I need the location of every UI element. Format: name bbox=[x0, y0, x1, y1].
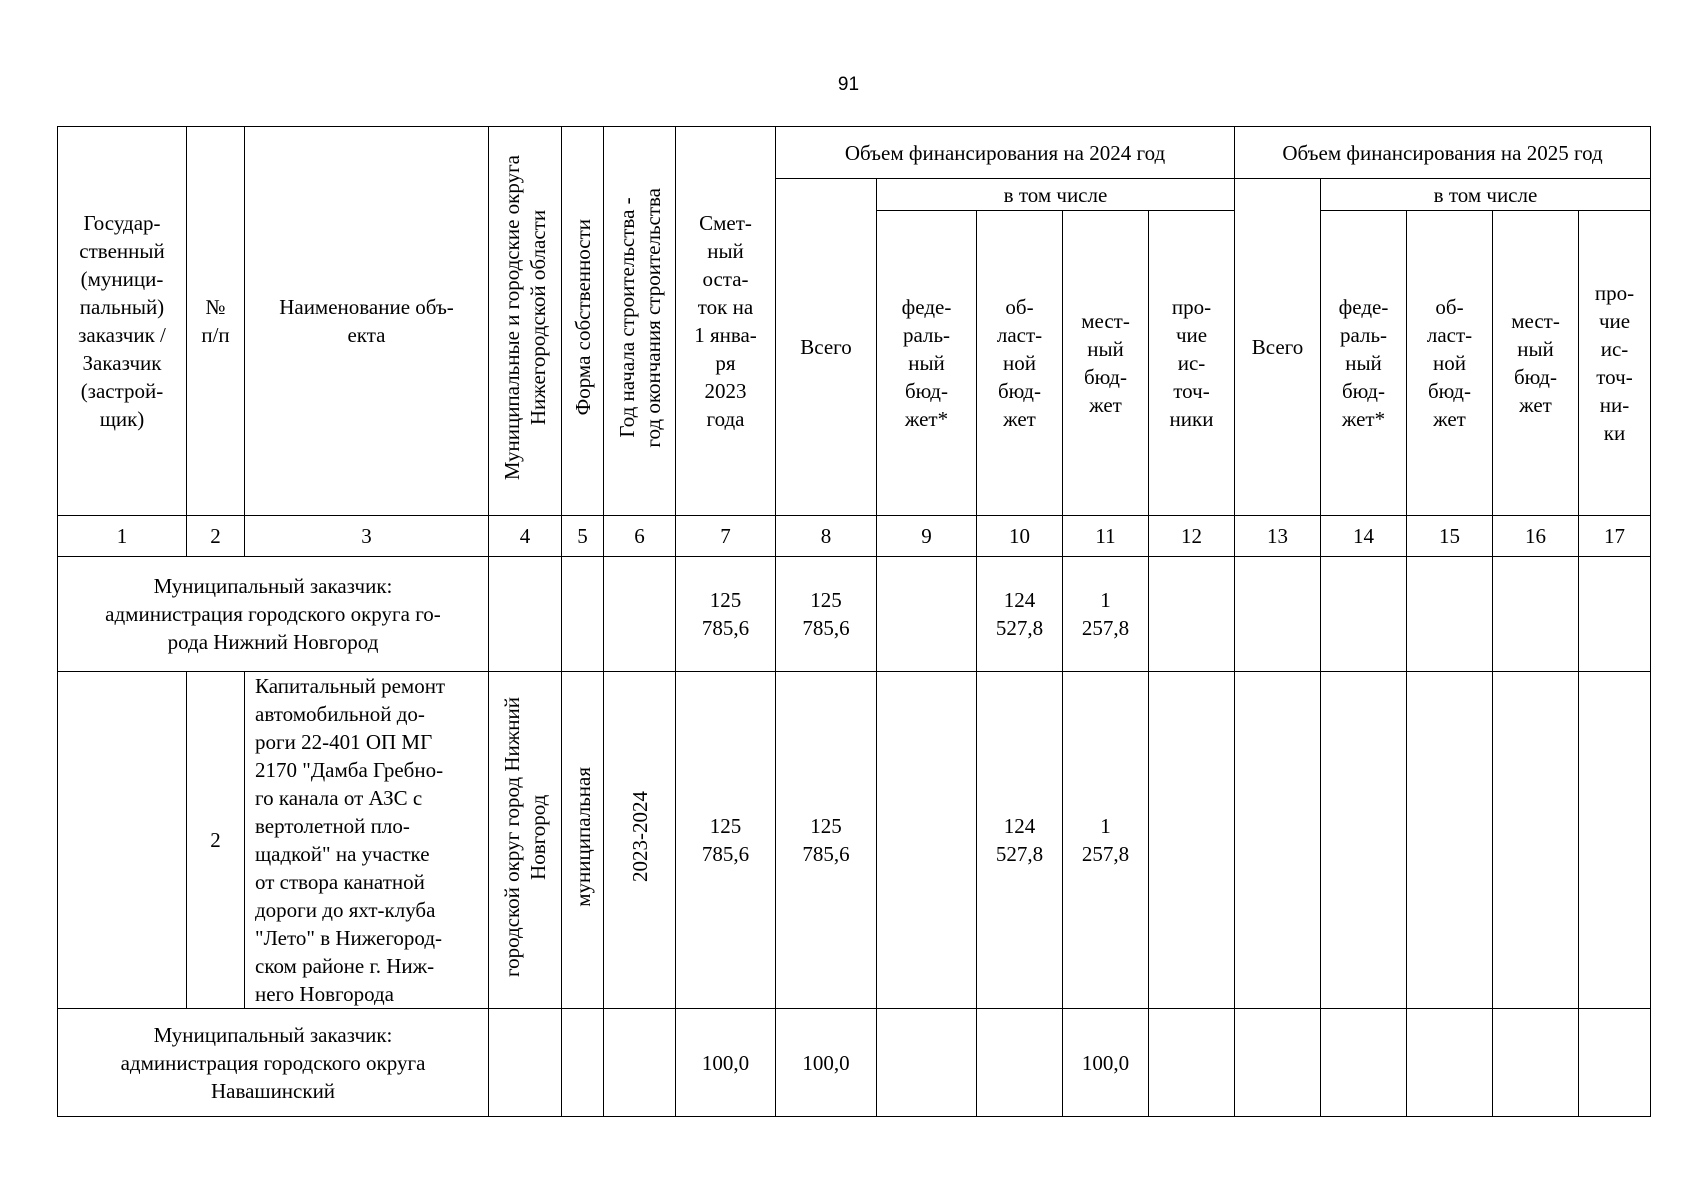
empty-cell bbox=[562, 557, 604, 672]
column-number: 4 bbox=[489, 516, 562, 557]
empty-cell bbox=[489, 1009, 562, 1117]
local-2024-value: 1 257,8 bbox=[1063, 557, 1149, 672]
empty-cell bbox=[604, 557, 676, 672]
ownership-cell bbox=[562, 672, 604, 1009]
section-row-navashinsky bbox=[58, 1009, 1651, 1117]
empty-cell bbox=[489, 557, 562, 672]
table-row bbox=[58, 672, 1651, 1009]
column-number: 14 bbox=[1321, 516, 1407, 557]
empty-cell bbox=[1407, 557, 1493, 672]
header-ownership-cell bbox=[562, 127, 604, 516]
header-group-2024: Объем финансирования на 2024 год bbox=[776, 127, 1235, 179]
empty-cell bbox=[1493, 1009, 1579, 1117]
empty-cell bbox=[1321, 1009, 1407, 1117]
total-2024-value: 100,0 bbox=[776, 1009, 877, 1117]
column-number: 2 bbox=[187, 516, 245, 557]
header-local-2025: мест- ный бюд- жет bbox=[1493, 211, 1579, 516]
years: 2023-2024 bbox=[627, 791, 652, 882]
header-federal-2024: феде- раль- ный бюд- жет* bbox=[877, 211, 977, 516]
estimate-value: 100,0 bbox=[676, 1009, 776, 1117]
header-other-2024: про- чие ис- точ- ники bbox=[1149, 211, 1235, 516]
column-number: 17 bbox=[1579, 516, 1651, 557]
column-number: 3 bbox=[245, 516, 489, 557]
column-number: 7 bbox=[676, 516, 776, 557]
column-number: 12 bbox=[1149, 516, 1235, 557]
empty-cell bbox=[1407, 672, 1493, 1009]
header-including-2025: в том числе bbox=[1321, 179, 1651, 211]
column-number: 16 bbox=[1493, 516, 1579, 557]
total-2024-value: 125 785,6 bbox=[776, 672, 877, 1009]
regional-2024-value: 124 527,8 bbox=[977, 557, 1063, 672]
header-object-name: Наименование объ- екта bbox=[245, 127, 489, 516]
header-total-2024: Всего bbox=[776, 179, 877, 516]
column-number: 5 bbox=[562, 516, 604, 557]
header-district-cell bbox=[489, 127, 562, 516]
column-number: 11 bbox=[1063, 516, 1149, 557]
column-number: 8 bbox=[776, 516, 877, 557]
column-number: 10 bbox=[977, 516, 1063, 557]
column-number: 1 bbox=[58, 516, 187, 557]
header-years-cell bbox=[604, 127, 676, 516]
column-number: 6 bbox=[604, 516, 676, 557]
district: городской округ город Нижний Новгород bbox=[500, 696, 550, 977]
empty-cell bbox=[562, 1009, 604, 1117]
empty-cell bbox=[604, 1009, 676, 1117]
header-including-2024: в том числе bbox=[877, 179, 1235, 211]
header-other-2025: про- чие ис- точ- ни- ки bbox=[1579, 211, 1651, 516]
empty-cell bbox=[1579, 557, 1651, 672]
empty-cell bbox=[1235, 1009, 1321, 1117]
empty-cell bbox=[58, 672, 187, 1009]
column-number-row bbox=[58, 516, 1651, 557]
estimate-value: 125 785,6 bbox=[676, 557, 776, 672]
empty-cell bbox=[1493, 672, 1579, 1009]
district-cell bbox=[489, 672, 562, 1009]
empty-cell bbox=[1235, 557, 1321, 672]
empty-cell bbox=[1493, 557, 1579, 672]
empty-cell bbox=[1149, 1009, 1235, 1117]
header-federal-2025: феде- раль- ный бюд- жет* bbox=[1321, 211, 1407, 516]
empty-cell bbox=[1579, 1009, 1651, 1117]
header-district: Муниципальные и городские округа Нижегородской области bbox=[500, 154, 550, 481]
regional-2024-value: 124 527,8 bbox=[977, 672, 1063, 1009]
column-number: 9 bbox=[877, 516, 977, 557]
empty-cell bbox=[1235, 672, 1321, 1009]
total-2024-value: 125 785,6 bbox=[776, 557, 877, 672]
page-number: 91 bbox=[837, 74, 860, 95]
investment-table bbox=[57, 126, 1651, 1117]
header-number: № п/п bbox=[187, 127, 245, 516]
header-ownership: Форма собственности bbox=[570, 219, 595, 416]
header-estimate: Смет- ный оста- ток на 1 янва- ря 2023 года bbox=[676, 127, 776, 516]
empty-cell bbox=[877, 557, 977, 672]
section-row-nizhny-novgorod bbox=[58, 557, 1651, 672]
estimate-value: 125 785,6 bbox=[676, 672, 776, 1009]
row-number: 2 bbox=[187, 672, 245, 1009]
empty-cell bbox=[877, 1009, 977, 1117]
empty-cell bbox=[1407, 1009, 1493, 1117]
empty-cell bbox=[1321, 672, 1407, 1009]
local-2024-value: 100,0 bbox=[1063, 1009, 1149, 1117]
header-customer: Государ- ственный (муници- пальный) заказчик / Заказчик (застрой- щик) bbox=[58, 127, 187, 516]
ownership: муниципальная bbox=[570, 766, 595, 907]
years-cell bbox=[604, 672, 676, 1009]
column-number: 13 bbox=[1235, 516, 1321, 557]
empty-cell bbox=[977, 1009, 1063, 1117]
header-years: Год начала строительства - год окончания строительства bbox=[614, 187, 665, 448]
header-total-2025: Всего bbox=[1235, 179, 1321, 516]
object-name: Капитальный ремонт автомобильной до- роги 22-401 ОП МГ 2170 "Дамба Гребно- го канала от АЗС с вертолетной пло- щадкой" на участке от створа канатной дороги до яхт-клуба "Лето" в Нижегород- ском районе г. Ниж- него Новгорода bbox=[245, 672, 489, 1009]
empty-cell bbox=[1579, 672, 1651, 1009]
column-number: 15 bbox=[1407, 516, 1493, 557]
header-regional-2025: об- ласт- ной бюд- жет bbox=[1407, 211, 1493, 516]
local-2024-value: 1 257,8 bbox=[1063, 672, 1149, 1009]
empty-cell bbox=[1149, 557, 1235, 672]
section-title: Муниципальный заказчик: администрация городского округа Навашинский bbox=[58, 1009, 489, 1117]
header-group-2025: Объем финансирования на 2025 год bbox=[1235, 127, 1651, 179]
header-local-2024: мест- ный бюд- жет bbox=[1063, 211, 1149, 516]
empty-cell bbox=[877, 672, 977, 1009]
empty-cell bbox=[1149, 672, 1235, 1009]
section-title: Муниципальный заказчик: администрация городского округа го- рода Нижний Новгород bbox=[58, 557, 489, 672]
header-regional-2024: об- ласт- ной бюд- жет bbox=[977, 211, 1063, 516]
empty-cell bbox=[1321, 557, 1407, 672]
